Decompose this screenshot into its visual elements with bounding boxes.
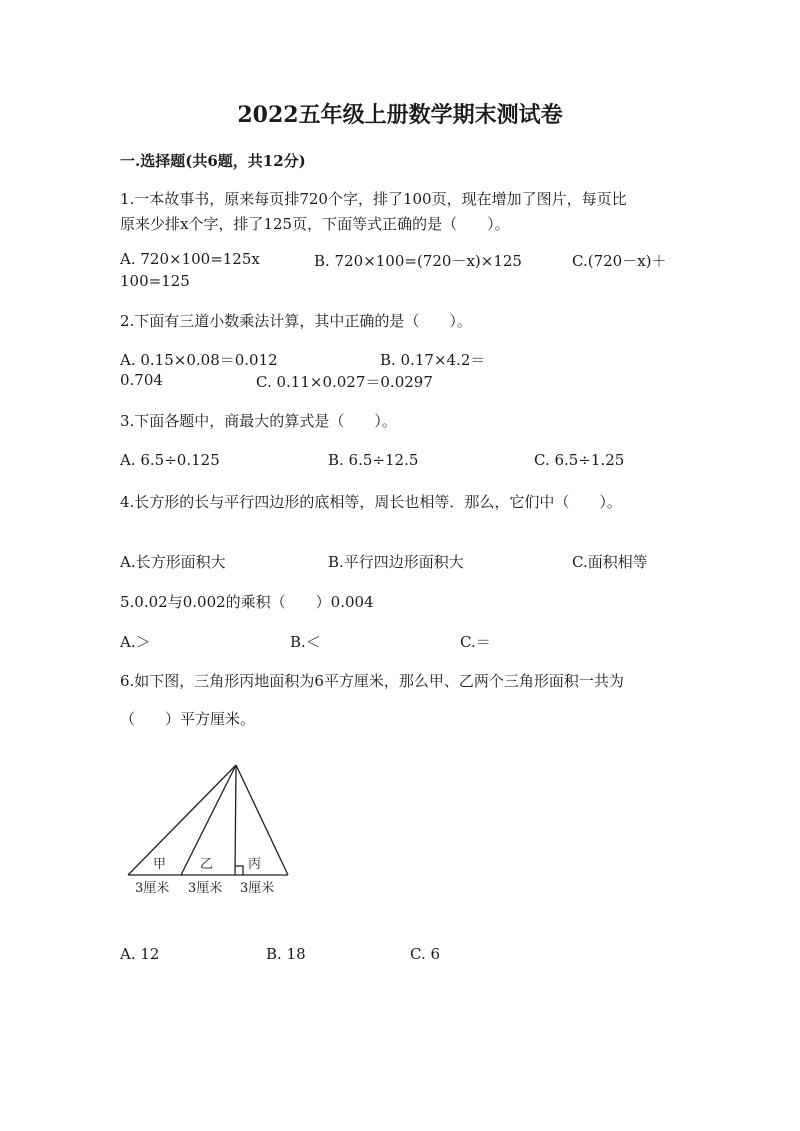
question-4-option-b: B.平行四边形面积大 (328, 553, 464, 571)
question-1-option-c-continued: 100=125 (120, 272, 190, 290)
question-1-option-b: B. 720×100=(720－x)×125 (314, 252, 522, 270)
question-4-stem: 4.长方形的长与平行四边形的底相等，周长也相等．那么，它们中（ ）。 (120, 493, 622, 511)
page-title: 2022五年级上册数学期末测试卷 (237, 102, 563, 128)
question-2-option-c: C. 0.11×0.027＝0.0297 (256, 373, 433, 391)
question-3-option-a: A. 6.5÷0.125 (120, 451, 220, 469)
question-5-option-a: A.＞ (120, 633, 151, 651)
question-3-option-c: C. 6.5÷1.25 (534, 451, 625, 469)
question-1-line-1: 1.一本故事书，原来每页排720个字，排了100页，现在增加了图片，每页比 (120, 190, 627, 208)
question-6-option-c: C. 6 (410, 945, 441, 963)
right-angle-mark (235, 866, 243, 875)
section-heading: 一.选择题(共6题，共12分) (120, 152, 306, 170)
triangle-figure (118, 755, 298, 900)
label-jia: 甲 (153, 857, 167, 872)
question-6-option-b: B. 18 (266, 945, 306, 963)
question-2-option-b-continued: 0.704 (120, 371, 163, 389)
segment-label-2: 3厘米 (188, 881, 223, 896)
question-4-option-c: C.面积相等 (572, 553, 648, 571)
question-6-line-2: （ ）平方厘米。 (120, 710, 256, 728)
question-1-line-2: 原来少排x个字，排了125页，下面等式正确的是（ ）。 (120, 215, 510, 233)
label-yi: 乙 (200, 857, 214, 872)
segment-label-1: 3厘米 (135, 881, 170, 896)
question-1-option-a: A. 720×100=125x (120, 250, 260, 268)
question-2-option-a: A. 0.15×0.08＝0.012 (120, 351, 278, 369)
question-5-stem: 5.0.02与0.002的乘积（ ）0.004 (120, 593, 374, 611)
triangle-side-left (128, 765, 236, 875)
question-2-stem: 2.下面有三道小数乘法计算，其中正确的是（ ）。 (120, 312, 472, 330)
question-3-stem: 3.下面各题中，商最大的算式是（ ）。 (120, 412, 397, 430)
segment-label-3: 3厘米 (240, 881, 275, 896)
label-bing: 丙 (248, 857, 262, 872)
question-6-line-1: 6.如下图，三角形丙地面积为6平方厘米，那么甲、乙两个三角形面积一共为 (120, 672, 624, 690)
triangle-height-line (235, 765, 236, 875)
question-6-option-a: A. 12 (120, 945, 160, 963)
question-3-option-b: B. 6.5÷12.5 (328, 451, 419, 469)
question-1-option-c: C.(720－x)＋ (572, 252, 667, 270)
triangle-side-right (236, 765, 288, 875)
question-5-option-b: B.＜ (290, 633, 321, 651)
question-4-option-a: A.长方形面积大 (120, 553, 226, 571)
question-5-option-c: C.＝ (460, 633, 491, 651)
question-2-option-b: B. 0.17×4.2＝ (380, 351, 486, 369)
